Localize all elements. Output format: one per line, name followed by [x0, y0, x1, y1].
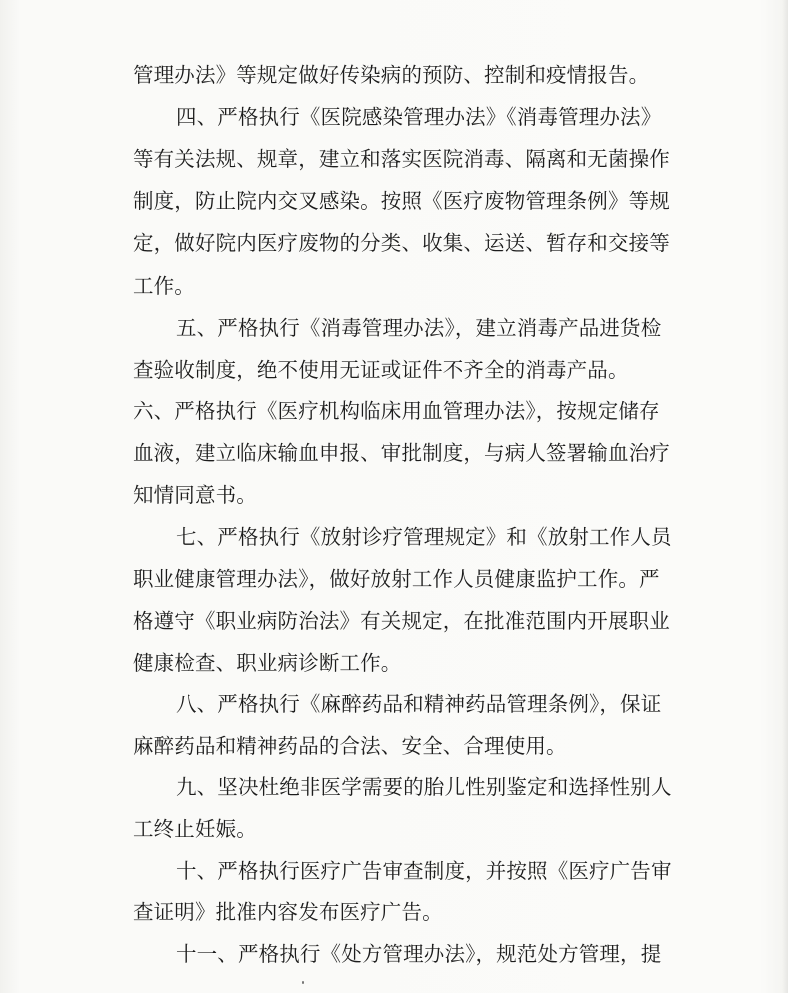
text-line-14: 格遵守《职业病防治法》有关规定，在批准范围内开展职业	[133, 609, 670, 633]
text-line-4: 制度，防止院内交叉感染。按照《医疗废物管理条例》等规	[133, 189, 670, 213]
text-line-7: 五、严格执行《消毒管理办法》，建立消毒产品进货检	[176, 316, 662, 340]
text-line-12: 七、严格执行《放射诊疗管理规定》和《放射工作人员	[176, 525, 672, 549]
text-line-5: 定，做好院内医疗废物的分类、收集、运送、暂存和交接等	[133, 231, 670, 255]
text-line-13: 职业健康管理办法》，做好放射工作人员健康监护工作。严	[133, 567, 660, 591]
text-line-18: 九、坚决杜绝非医学需要的胎儿性别鉴定和选择性别人	[176, 775, 672, 799]
text-line-10: 血液，建立临床输血申报、审批制度，与病人签署输血治疗	[133, 441, 670, 465]
text-line-2: 四、严格执行《医院感染管理办法》《消毒管理办法》	[176, 105, 662, 129]
text-line-19: 工终止妊娠。	[133, 817, 257, 841]
text-line-17: 麻醉药品和精神药品的合法、安全、合理使用。	[133, 734, 567, 758]
scan-speck	[302, 981, 304, 984]
text-line-20: 十、严格执行医疗广告审查制度，并按照《医疗广告审	[176, 859, 672, 883]
text-line-16: 八、严格执行《麻醉药品和精神药品管理条例》，保证	[176, 692, 662, 716]
text-line-15: 健康检查、职业病诊断工作。	[133, 651, 402, 675]
text-line-11: 知情同意书。	[133, 483, 257, 507]
text-line-22: 十一、严格执行《处方管理办法》，规范处方管理，提	[176, 942, 662, 966]
text-line-21: 查证明》批准内容发布医疗广告。	[133, 900, 443, 924]
text-line-3: 等有关法规、规章，建立和落实医院消毒、隔离和无菌操作	[133, 147, 670, 171]
text-line-9: 六、严格执行《医疗机构临床用血管理办法》，按规定储存	[133, 399, 660, 423]
text-line-6: 工作。	[133, 274, 195, 298]
text-line-1: 管理办法》等规定做好传染病的预防、控制和疫情报告。	[133, 63, 650, 87]
text-line-8: 查验收制度，绝不使用无证或证件不齐全的消毒产品。	[133, 358, 629, 382]
